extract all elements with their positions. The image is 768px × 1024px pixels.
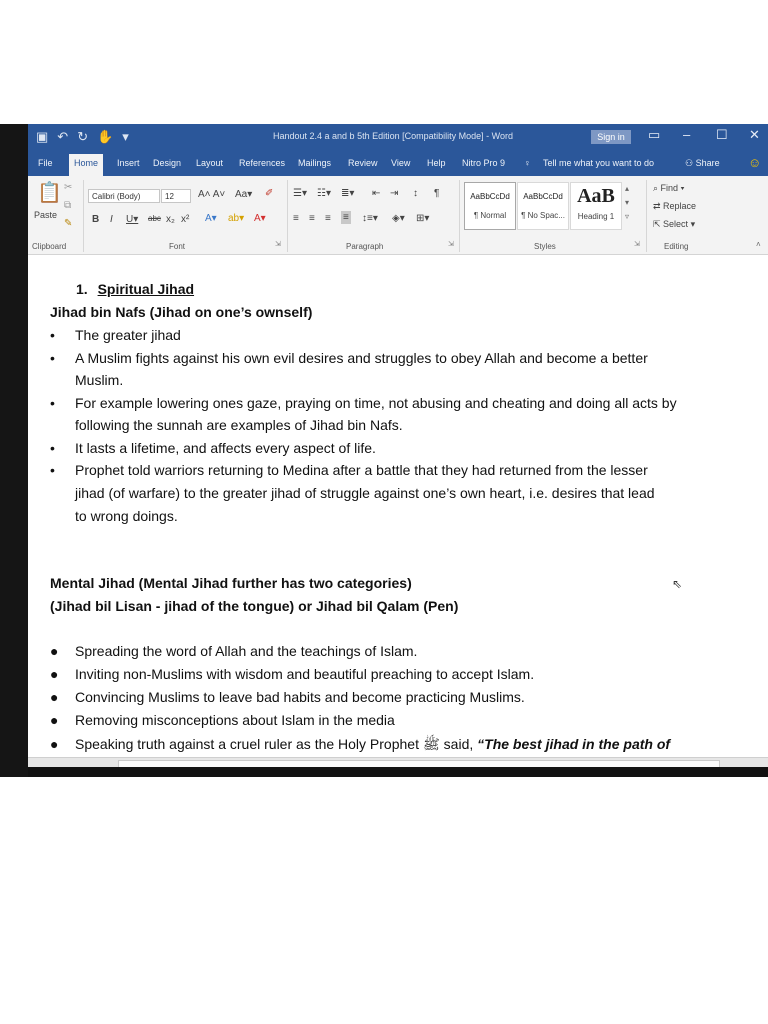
customize-qat-icon[interactable]: ▾ xyxy=(122,129,129,144)
tell-me-box[interactable]: Tell me what you want to do xyxy=(543,158,655,168)
word-window xyxy=(0,124,768,777)
close-button[interactable]: ✕ xyxy=(749,127,760,142)
align-left-icon[interactable]: ≡ xyxy=(293,213,299,224)
group-divider xyxy=(287,180,288,252)
copy-icon[interactable]: ⧉ xyxy=(64,200,72,211)
multilevel-list-icon[interactable]: ≣▾ xyxy=(341,188,355,199)
list-item: Convincing Muslims to leave bad habits and become practicing Muslims. xyxy=(75,689,525,705)
sort-icon[interactable]: ↕ xyxy=(413,188,418,199)
list-item: It lasts a lifetime, and affects every aspect of life. xyxy=(75,440,376,456)
tab-mailings[interactable]: Mailings xyxy=(298,158,332,168)
last-bullet-text: Speaking truth against a cruel ruler as the Holy Prophet ﷺ said, xyxy=(75,736,478,752)
style-heading-1-name: Heading 1 xyxy=(577,212,615,221)
group-divider xyxy=(646,180,647,252)
list-item-continuation: jihad (of warfare) to the greater jihad of struggle against one’s own heart, i.e. desires that lead xyxy=(75,485,655,501)
tab-references[interactable]: References xyxy=(239,158,286,168)
font-color-icon[interactable]: A▾ xyxy=(254,213,266,224)
font-dialog-launcher-icon[interactable]: ⇲ xyxy=(275,241,281,248)
numbering-icon[interactable]: ☷▾ xyxy=(317,188,331,199)
tab-home[interactable]: Home xyxy=(69,154,103,176)
decrease-indent-icon[interactable]: ⇤ xyxy=(372,188,381,199)
bold-icon[interactable]: B xyxy=(92,214,100,225)
touch-mode-icon[interactable]: ✋ xyxy=(97,129,114,144)
style-heading-1-sample: AaB xyxy=(577,185,615,207)
style-no-spacing-name: ¶ No Spac... xyxy=(521,211,565,220)
tab-help[interactable]: Help xyxy=(427,158,446,168)
heading-text: Spiritual Jihad xyxy=(97,281,195,297)
font-size-select[interactable]: 12 xyxy=(161,189,191,203)
left-panel xyxy=(0,124,28,777)
list-item: The greater jihad xyxy=(75,327,181,343)
ribbon-tabs xyxy=(28,151,768,176)
bullet-icon: ● xyxy=(50,643,59,659)
strikethrough-icon[interactable]: abc xyxy=(148,214,161,223)
italic-icon[interactable]: I xyxy=(110,214,113,225)
bullet-icon: ● xyxy=(50,689,59,705)
format-painter-icon[interactable]: ✎ xyxy=(64,218,73,229)
document-title: Handout 2.4 a and b 5th Edition [Compatibility Mode] - Word xyxy=(273,131,513,141)
list-item: Prophet told warriors returning to Medina after a battle that they had returned from the lesser xyxy=(75,462,648,478)
tab-design[interactable]: Design xyxy=(153,158,182,168)
clipboard-group-label: Clipboard xyxy=(32,242,67,251)
increase-indent-icon[interactable]: ⇥ xyxy=(390,188,399,199)
justify-icon[interactable]: ≡ xyxy=(343,212,349,223)
save-icon[interactable]: ▣ xyxy=(36,129,49,144)
share-button[interactable]: ⚇ Share xyxy=(685,158,720,168)
font-name-select[interactable]: Calibri (Body) xyxy=(88,189,160,203)
style-no-spacing-sample: AaBbCcDd xyxy=(523,192,563,201)
select-button[interactable]: ⇱ Select ▾ xyxy=(653,219,696,229)
list-item: Removing misconceptions about Islam in the media xyxy=(75,712,395,728)
borders-icon[interactable]: ⊞▾ xyxy=(416,213,430,224)
hadith-quote: “The best jihad in the path of xyxy=(477,736,671,752)
ribbon-home xyxy=(28,176,768,255)
mouse-cursor-icon: ⇖ xyxy=(672,577,683,591)
minimize-button[interactable]: – xyxy=(683,127,691,142)
quick-access-toolbar xyxy=(36,129,129,145)
bullet-icon: • xyxy=(50,327,55,343)
paragraph-group-label: Paragraph xyxy=(346,242,384,251)
align-center-icon[interactable]: ≡ xyxy=(309,213,315,224)
cut-icon[interactable]: ✂ xyxy=(64,182,73,193)
styles-scroll-icon[interactable]: ▴ ▾ ▿ xyxy=(625,184,630,221)
group-divider xyxy=(459,180,460,252)
redo-icon[interactable]: ↻ xyxy=(77,129,89,144)
subheading: Jihad bin Nafs (Jihad on one’s ownself) xyxy=(50,304,313,320)
list-item-continuation: to wrong doings. xyxy=(75,508,178,524)
tab-view[interactable]: View xyxy=(391,158,411,168)
replace-button[interactable]: ⇄ Replace xyxy=(653,201,697,211)
ribbon-display-options-icon[interactable]: ▭ xyxy=(648,127,661,142)
maximize-button[interactable]: ☐ xyxy=(716,127,728,142)
tab-layout[interactable]: Layout xyxy=(196,158,224,168)
bullet-icon: ● xyxy=(50,666,59,682)
select-label: Select xyxy=(663,219,689,229)
lightbulb-icon: ♀ xyxy=(524,158,531,168)
group-divider xyxy=(83,180,84,252)
editing-group-label: Editing xyxy=(664,242,689,251)
shading-icon[interactable]: ◈▾ xyxy=(392,213,405,224)
style-heading-1[interactable] xyxy=(570,182,622,230)
replace-label: Replace xyxy=(663,201,697,211)
sign-in-button[interactable]: Sign in xyxy=(591,130,631,144)
list-item-continuation: following the sunnah are examples of Jihad bin Nafs. xyxy=(75,417,403,433)
bullet-icon: • xyxy=(50,395,55,411)
smiley-icon[interactable]: ☺ xyxy=(748,155,762,170)
paste-button[interactable]: Paste xyxy=(34,210,58,220)
list-item: A Muslim fights against his own evil desires and struggles to obey Allah and become a better xyxy=(75,350,648,366)
paste-icon[interactable]: 📋 xyxy=(37,182,62,204)
mental-jihad-subheading: (Jihad bil Lisan - jihad of the tongue) or Jihad bil Qalam (Pen) xyxy=(50,598,459,614)
bullet-icon: ● xyxy=(50,712,59,728)
bullet-icon: • xyxy=(50,350,55,366)
undo-icon[interactable]: ↶ xyxy=(57,129,69,144)
list-item: For example lowering ones gaze, praying on time, not abusing and cheating and doing all acts by xyxy=(75,395,677,411)
align-right-icon[interactable]: ≡ xyxy=(325,213,331,224)
tab-file[interactable]: File xyxy=(38,158,53,168)
style-normal-name: ¶ Normal xyxy=(473,211,507,220)
styles-dialog-launcher-icon[interactable]: ⇲ xyxy=(634,241,640,248)
title-bar xyxy=(28,124,768,151)
font-group-label: Font xyxy=(169,242,186,251)
list-item xyxy=(75,736,670,753)
share-label: Share xyxy=(695,158,720,168)
show-formatting-icon[interactable]: ¶ xyxy=(434,188,440,199)
bullet-icon: ● xyxy=(50,736,59,752)
tab-nitro-pro[interactable]: Nitro Pro 9 xyxy=(462,158,506,168)
clear-formatting-icon[interactable]: ✐ xyxy=(265,188,274,199)
style-no-spacing[interactable] xyxy=(517,182,569,230)
paragraph-dialog-launcher-icon[interactable]: ⇲ xyxy=(448,241,454,248)
list-item: Spreading the word of Allah and the teachings of Islam. xyxy=(75,643,418,659)
section-heading xyxy=(76,281,194,298)
grow-font-icon[interactable]: A˄ A˅ xyxy=(198,189,226,200)
heading-number: 1. xyxy=(76,281,88,297)
find-button[interactable]: ⌕ Find ▾ xyxy=(653,183,685,193)
subscript-icon[interactable]: x₂ xyxy=(166,214,175,225)
bullet-icon: • xyxy=(50,462,55,478)
style-normal[interactable] xyxy=(464,182,516,230)
tab-insert[interactable]: Insert xyxy=(117,158,140,168)
status-bar xyxy=(28,767,768,777)
change-case-icon[interactable]: Aa▾ xyxy=(235,189,253,200)
highlight-icon[interactable]: ab▾ xyxy=(228,213,245,224)
underline-icon[interactable]: U▾ xyxy=(126,214,139,225)
list-item: Inviting non-Muslims with wisdom and beautiful preaching to accept Islam. xyxy=(75,666,535,682)
bullets-icon[interactable]: ☰▾ xyxy=(293,188,307,199)
collapse-ribbon-icon[interactable]: ˄ xyxy=(756,240,761,249)
text-effects-icon[interactable]: A▾ xyxy=(205,213,217,224)
style-normal-sample: AaBbCcDd xyxy=(470,192,510,201)
document-page[interactable] xyxy=(28,255,768,757)
styles-group-label: Styles xyxy=(534,242,556,251)
mental-jihad-heading: Mental Jihad (Mental Jihad further has two categories) xyxy=(50,575,412,591)
line-spacing-icon[interactable]: ↕≡▾ xyxy=(362,213,378,224)
find-label: Find xyxy=(660,183,679,193)
tab-review[interactable]: Review xyxy=(348,158,378,168)
bullet-icon: • xyxy=(50,440,55,456)
list-item-continuation: Muslim. xyxy=(75,372,124,388)
superscript-icon[interactable]: x² xyxy=(181,214,190,225)
